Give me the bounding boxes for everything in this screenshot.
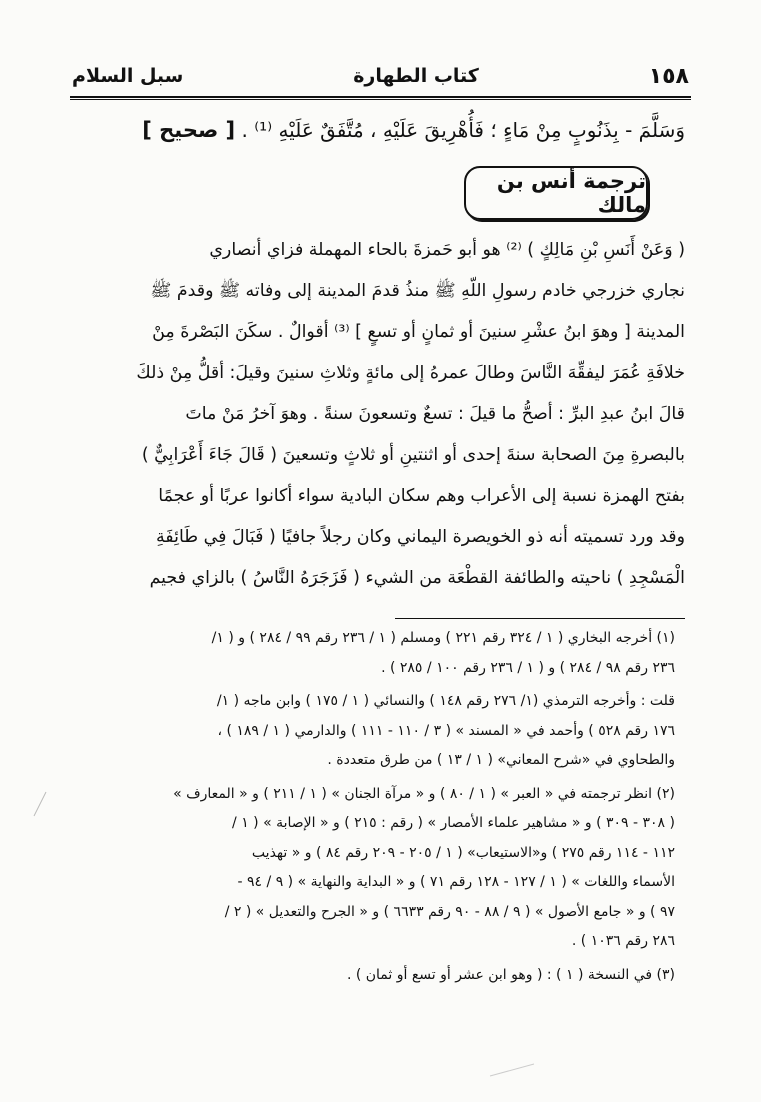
page-number: ١٥٨ [648,63,689,89]
text-line: خلافَةِ عُمَرَ ليفقِّهَ النَّاسَ وطالَ عمرهُ إلى مائةٍ وثلاثِ سنينَ وقيلَ: أقلُّ مِنْ ذلكَ [136,363,685,383]
text-line: قالَ ابنُ عبدِ البرِّ : أصحُّ ما قيلَ : تسعٌ وتسعونَ سنةً . وهوَ آخرُ مَنْ ماتَ [185,404,685,424]
grade-tag: [ صحيح ] [142,118,236,142]
text-line: وقد ورد تسميته أنه ذو الخويصرة اليماني وكان رجلاً جافيًا ( فَبَالَ فِي طَائِفَةِ [155,527,685,547]
footnote-line: قلت : وأخرجه الترمذي (١/ ٢٧٦ رقم ١٤٨ ) والنسائي ( ١ / ١٧٥ ) وابن ماجه ( ١/ [216,693,675,709]
footnote-line: والطحاوي في «شرح المعاني» ( ١ / ١٣ ) من طرق متعددة . [327,752,675,768]
section-title: ترجمة أنس بن مالك [496,169,646,217]
footnote-line: ٩٧ ) و « جامع الأصول » ( ٩ / ٨٨ - ٩٠ رقم ٦٦٣٣ ) و « الجرح والتعديل » ( ٢ / [224,903,675,920]
footnote-line: ٢٨٦ رقم ١٠٣٦ ) . [571,933,675,949]
text-line: الْمَسْجِدِ ) ناحيته والطائفة القطْعَة من الشيء ( فَزَجَرَهُ النَّاسُ ) بالزاي فجيم [149,568,685,588]
footnote-2 [80,780,675,957]
main-text [75,230,685,599]
footnote-rule [395,618,685,619]
text-line: المدينة [ وهوَ ابنُ عشْرِ سنينَ أو ثمانٍ أو تسعٍ ] ⁽³⁾ أقوالٌ . سكَنَ البَصْرةَ مِنْ [152,322,685,342]
footnote-line: (١) أخرجه البخاري ( ١ / ٣٢٤ رقم ٢٢١ ) ومسلم ( ١ / ٢٣٦ رقم ٩٩ / ٢٨٤ ) و ( ١/ [211,630,675,646]
book-title: سبل السلام [72,65,184,87]
footnote-line: الأسماء واللغات » ( ١ / ١٢٧ - ١٢٨ رقم ٧١ ) و « البداية والنهاية » ( ٩ / ٩٤ - [237,874,675,890]
text-line: بفتح الهمزة نسبة إلى الأعراب وهم سكان البادية سواء أكانوا عربًا أو عجمًا [158,486,685,506]
footnote-3 [80,961,675,991]
footnote-1-note [80,687,675,776]
header-rule-thin [70,99,691,100]
footnote-line: ( ٣٠٨ - ٣٠٩ ) و « مشاهير علماء الأمصار » ( رقم : ٢١٥ ) و « الإصابة » ( ١ / [232,815,675,831]
text-line: بالبصرةِ مِنَ الصحابة سنةَ إحدى أو اثنتينِ أو ثلاثٍ وتسعينَ ( قَالَ جَاءَ أَعْرَابِيٌّ ) [141,445,685,465]
header-rule [70,96,691,98]
footnotes [80,624,675,994]
top-line-text: وَسَلَّمَ - بِذَنُوبٍ مِنْ مَاءٍ ؛ فَأُهْرِيقَ عَلَيْهِ ، مُتَّفَقٌ عَلَيْهِ ⁽¹⁾ . [241,118,685,142]
footnote-line: ١٧٦ رقم ٥٢٨ ) وأحمد في « المسند » ( ٣ / ١١٠ - ١١١ ) والدارمي ( ١ / ١٨٩ ) ، [217,722,675,739]
footnote-line: ٢٣٦ رقم ٩٨ / ٢٨٤ ) و ( ١ / ٢٣٦ رقم ١٠٠ / ٢٨٥ ) . [381,659,675,676]
chapter-title: كتاب الطهارة [353,65,479,87]
section-title-box [464,166,648,220]
pencil-mark [30,790,50,820]
text-line: ( وَعَنْ أَنَسِ بْنِ مَالِكٍ ) ⁽²⁾ هو أبو حَمزةَ بالحاء المهملة فزاي أنصاري [209,240,685,260]
footnote-1 [80,624,675,683]
footnote-line: (٣) في النسخة ( ١ ) : ( وهو ابن عشر أو تسع أو ثمان ) . [346,966,675,983]
pencil-mark [488,1060,538,1080]
top-line [75,110,685,151]
text-line: نجاري خزرجي خادم رسولِ اللّهِ ﷺ منذُ قدمَ المدينة إلى وفاته ﷺ وقدمَ ﷺ [150,281,685,301]
footnote-line: ١١٢ - ١١٤ رقم ٢٧٥ ) و«الاستيعاب» ( ١ / ٢٠٥ - ٢٠٩ رقم ٨٤ ) و « تهذيب [251,844,675,861]
page-header [72,58,689,94]
footnote-line: (٢) انظر ترجمته في « العبر » ( ١ / ٨٠ ) و « مرآة الجنان » ( ١ / ٢١١ ) و « المعارف » [173,785,675,802]
